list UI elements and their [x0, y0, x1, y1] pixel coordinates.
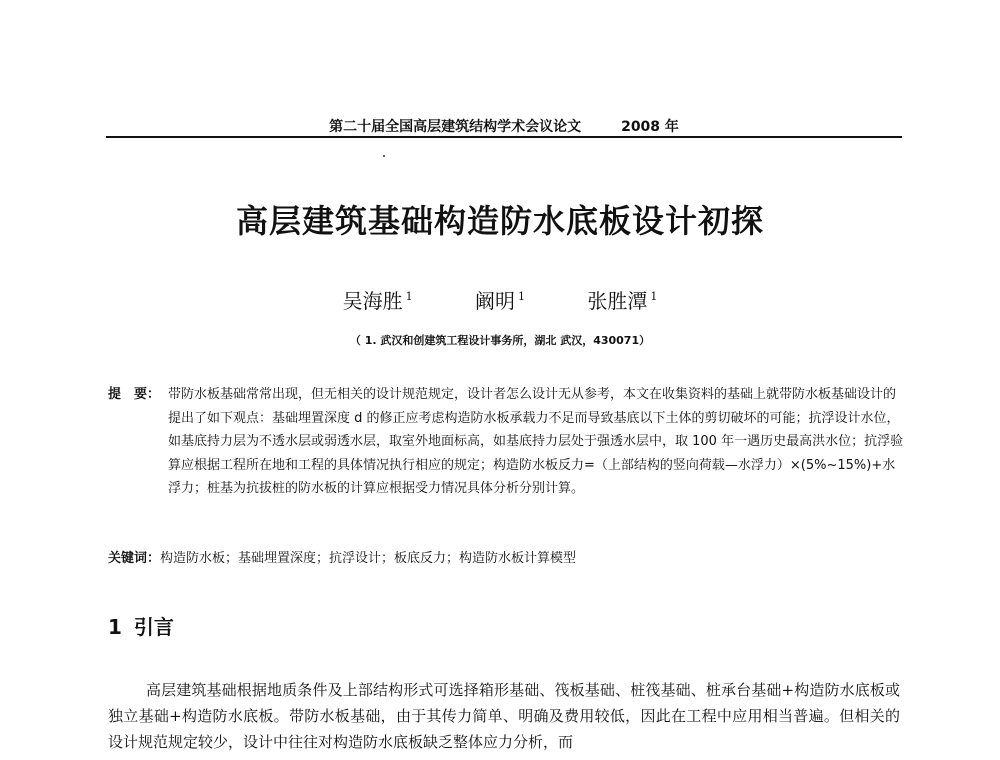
- scan-speck: [383, 155, 385, 157]
- paper-title: 高层建筑基础构造防水底板设计初探: [235, 202, 764, 240]
- author-list: [0, 285, 1000, 314]
- author-affil-mark: 1: [518, 290, 525, 304]
- author-name: 吴海胜: [342, 289, 403, 313]
- conference-name: 第二十届全国高层建筑结构学术会议论文: [329, 119, 582, 135]
- abstract-label: 提 要：: [108, 387, 161, 402]
- abstract: [108, 383, 904, 501]
- author-1: [343, 289, 413, 313]
- section-title: 引言: [133, 615, 174, 639]
- keywords-text: 构造防水板；基础埋置深度；抗浮设计；板底反力；构造防水板计算模型: [160, 551, 577, 566]
- keywords: [108, 547, 904, 566]
- header-rule: [106, 136, 902, 138]
- author-affil-mark: 1: [405, 290, 413, 304]
- author-name: 阚明: [475, 289, 515, 313]
- conference-year: 2008 年: [621, 119, 679, 135]
- abstract-text: 带防水板基础常常出现，但无相关的设计规范规定，设计者怎么设计无从参考，本文在收集资料的基础上就带防水板基础设计的提出了如下观点：基础埋置深度 d 的修正应考虑构造防水板承载力不足而导致基底以下土体的剪切破坏的可能；抗浮设计水位，如基底持力层为不透水层或弱透水层，取室外地面标高，如基底持力层处于强透水层中，取 100 年一遇历史最高洪水位；抗浮验算应根据工程所在地和工程的具体情况执行相应的规定；构造防水板反力=（上部结构的竖向荷载—水浮力）×(5%~15%)+水浮力；桩基为抗拔桩的防水板的计算应根据受力情况具体分析分别计算。: [168, 387, 904, 496]
- keywords-label: 关键词：: [108, 551, 161, 566]
- author-affil-mark: 1: [650, 290, 658, 304]
- author-3: [587, 289, 657, 313]
- intro-paragraph: 高层建筑基础根据地质条件及上部结构形式可选择箱形基础、筏板基础、桩筏基础、桩承台基础+构造防水底板或独立基础+构造防水底板。带防水板基础，由于其传力简单、明确及费用较低，因此在工程中应用相当普遍。但相关的设计规范规定较少，设计中往往对构造防水底板缺乏整体应力分析，而: [108, 681, 900, 751]
- author-2: [475, 289, 525, 313]
- section-heading: [108, 611, 174, 640]
- author-name: 张胜潭: [587, 289, 648, 313]
- affiliation: （ 1. 武汉和创建筑工程设计事务所，湖北 武汉，430071）: [349, 334, 651, 347]
- running-header: [108, 116, 900, 136]
- section-number: 1: [108, 615, 122, 639]
